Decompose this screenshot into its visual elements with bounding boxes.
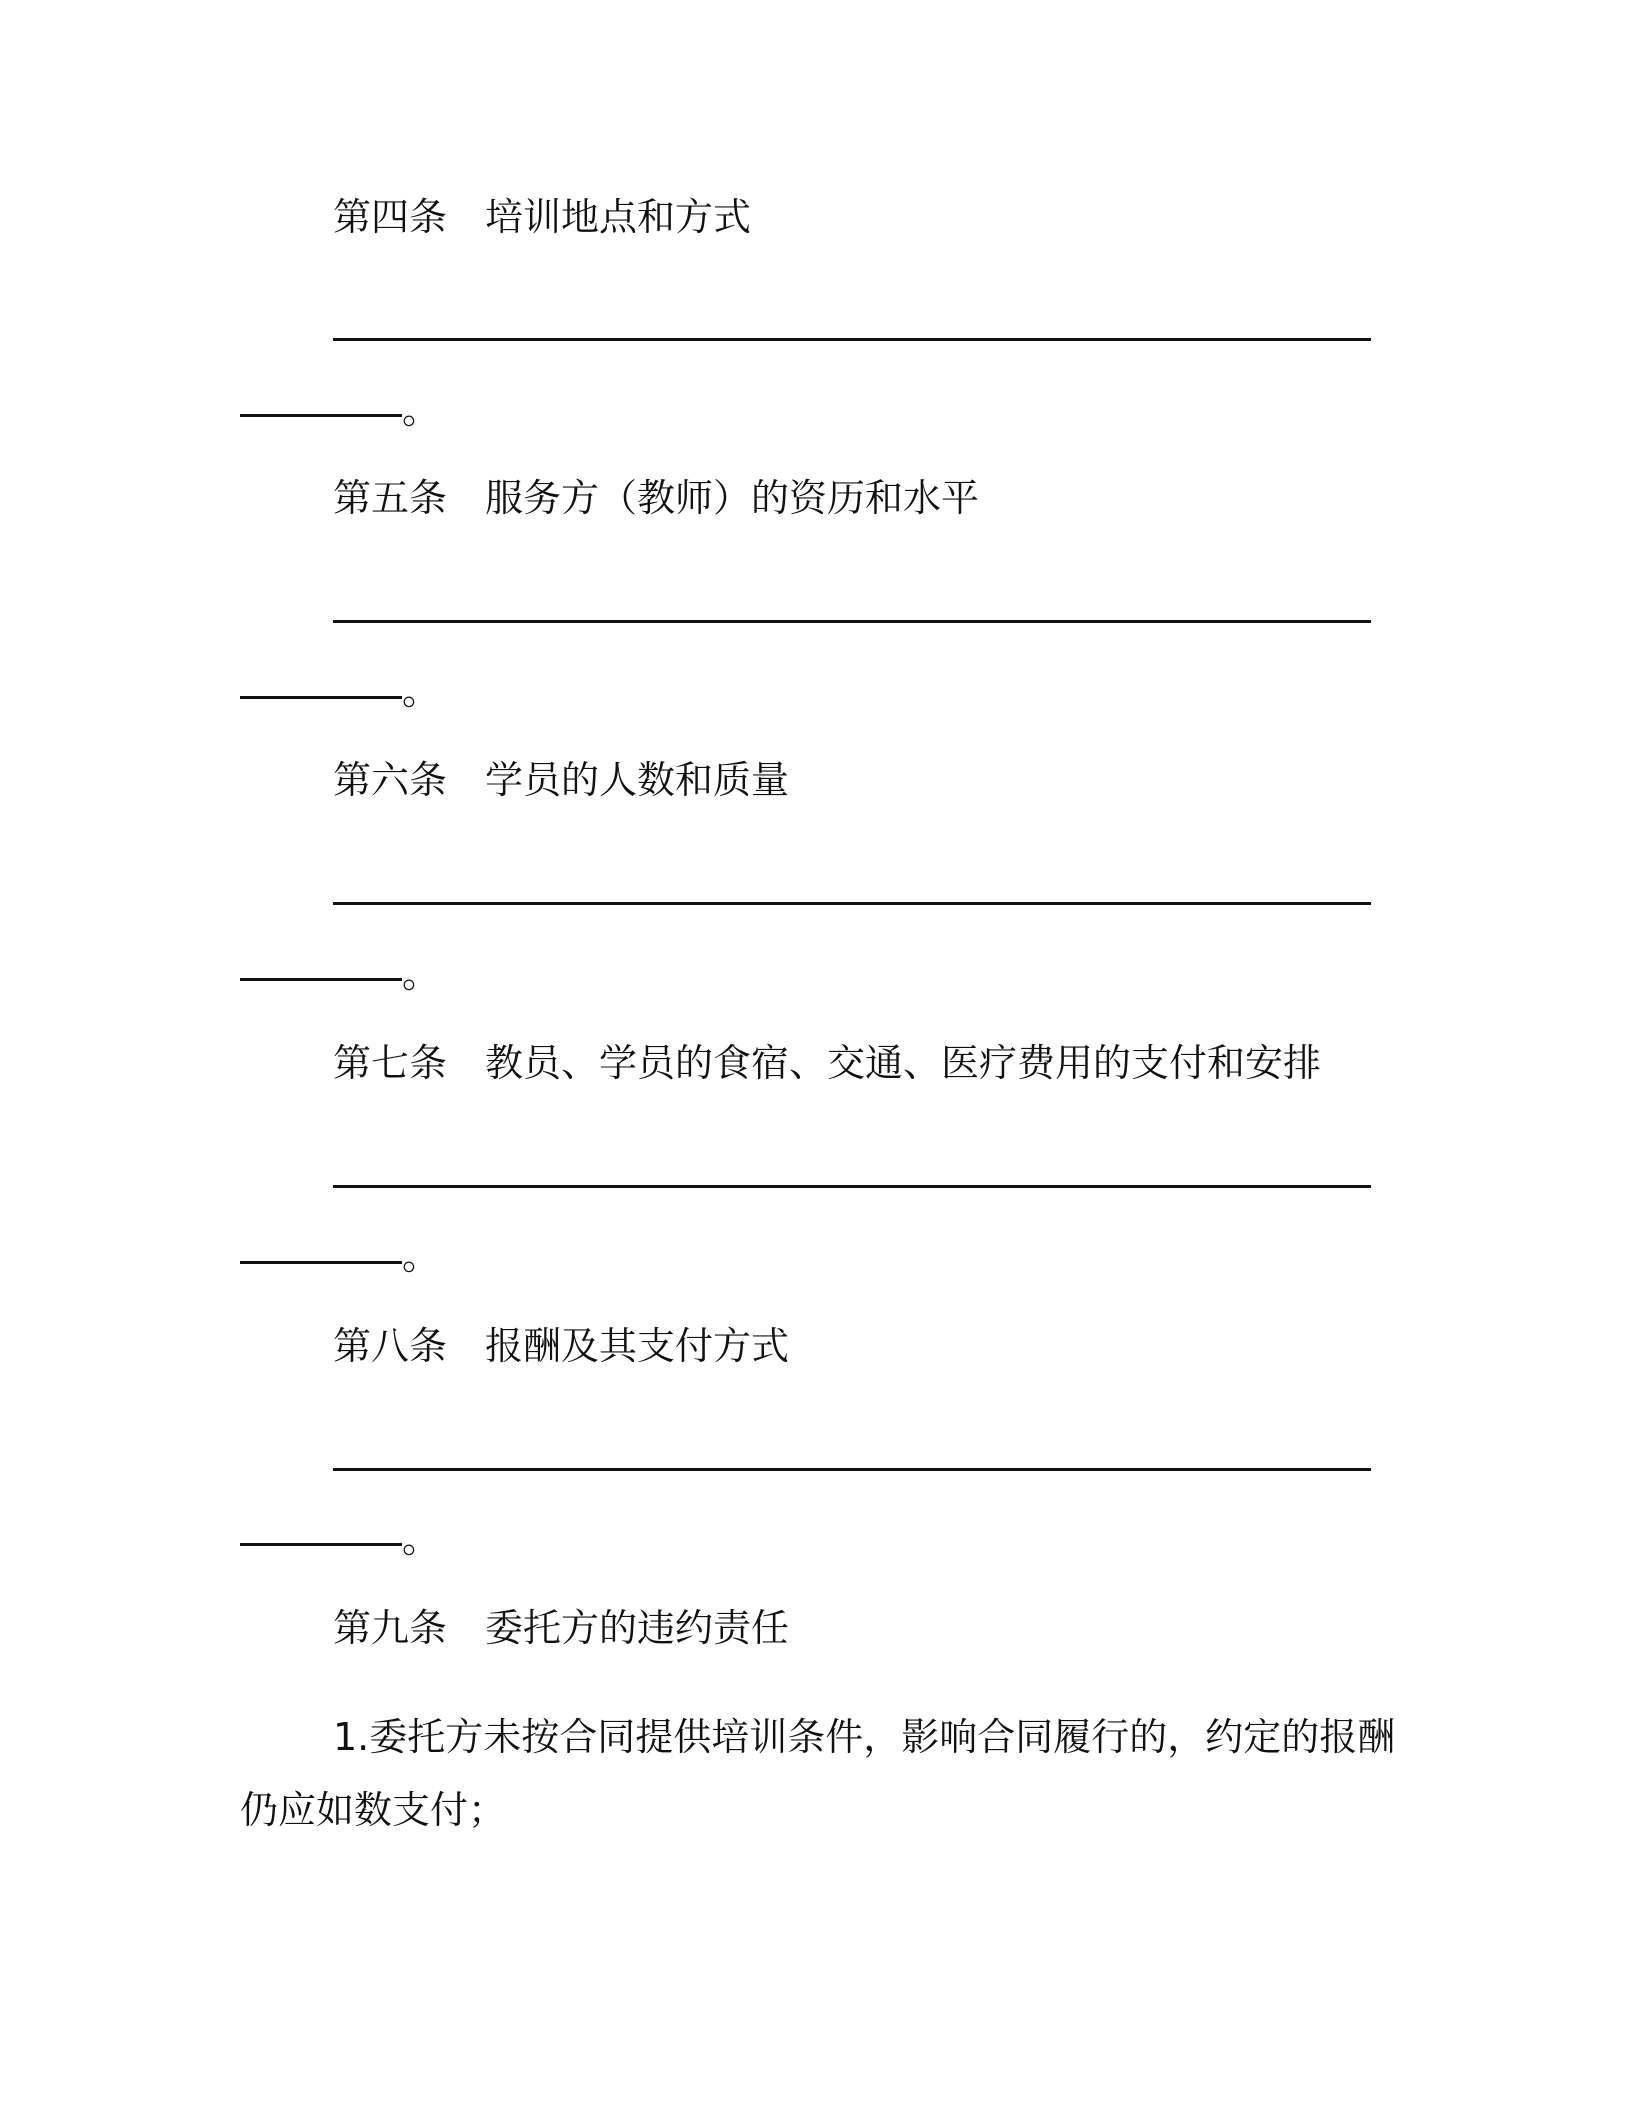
article-number: 第八条 xyxy=(333,1324,448,1368)
fill-blank-line xyxy=(333,1185,1371,1188)
period-mark: 。 xyxy=(402,1234,441,1278)
article-heading xyxy=(333,1039,1321,1087)
fill-blank-line xyxy=(240,696,402,699)
article-number: 第五条 xyxy=(333,476,448,520)
fill-blank-line xyxy=(240,414,402,417)
article-heading xyxy=(333,193,751,241)
fill-blank-line xyxy=(333,620,1371,623)
article-heading xyxy=(333,1604,789,1652)
article-number: 第九条 xyxy=(333,1606,448,1650)
clause-text: 1.委托方未按合同提供培训条件，影响合同履行的，约定的报酬 xyxy=(333,1715,1396,1759)
fill-blank-line xyxy=(240,978,402,981)
fill-blank-line xyxy=(333,338,1371,341)
fill-blank-line xyxy=(240,1261,402,1264)
article-number: 第六条 xyxy=(333,758,448,802)
clause-text: 仍应如数支付； xyxy=(240,1788,507,1832)
fill-blank-line xyxy=(333,902,1371,905)
article-heading xyxy=(333,756,789,804)
article-title: 学员的人数和质量 xyxy=(485,758,790,802)
article-heading xyxy=(333,474,979,522)
article-title: 培训地点和方式 xyxy=(485,195,752,239)
article-title: 教员、学员的食宿、交通、医疗费用的支付和安排 xyxy=(485,1041,1322,1085)
period-mark: 。 xyxy=(402,669,441,713)
fill-blank-line xyxy=(240,1543,402,1546)
article-title: 报酬及其支付方式 xyxy=(485,1324,790,1368)
period-mark: 。 xyxy=(402,1517,441,1561)
article-number: 第四条 xyxy=(333,195,448,239)
article-title: 委托方的违约责任 xyxy=(485,1606,790,1650)
article-title: 服务方（教师）的资历和水平 xyxy=(485,476,980,520)
period-mark: 。 xyxy=(402,952,441,996)
article-heading xyxy=(333,1322,789,1370)
article-number: 第七条 xyxy=(333,1041,448,1085)
period-mark: 。 xyxy=(402,388,441,432)
fill-blank-line xyxy=(333,1468,1371,1471)
